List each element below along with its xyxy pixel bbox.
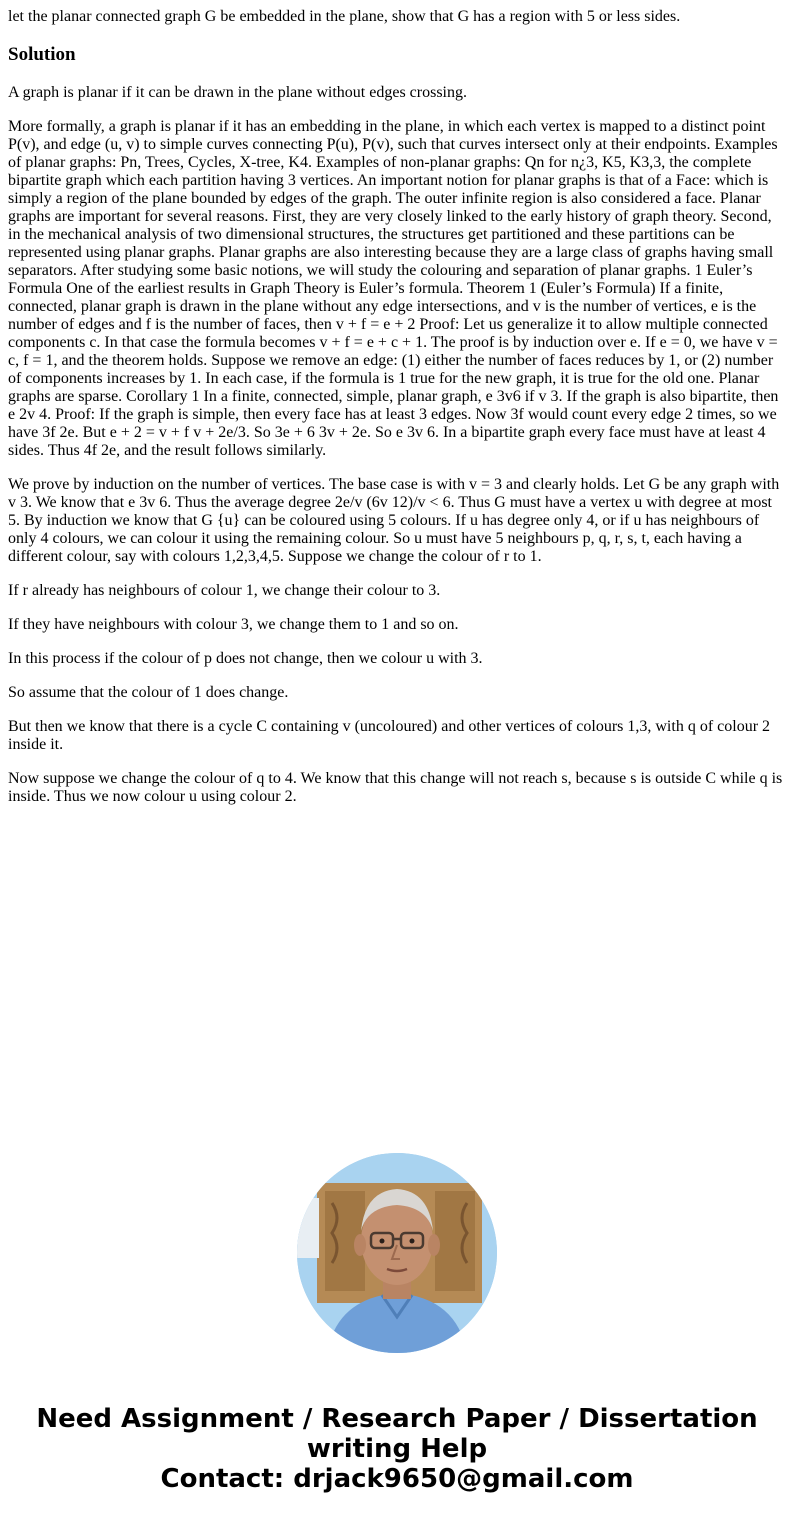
document-body	[8, 8, 786, 822]
paragraph-step-2: If they have neighbours with colour 3, we change them to 1 and so on.	[8, 616, 459, 633]
paragraph-step-1: If r already has neighbours of colour 1, we change their colour to 3.	[8, 582, 441, 599]
author-portrait-image	[297, 1153, 497, 1353]
paragraph-step-4: So assume that the colour of 1 does change.	[8, 684, 289, 701]
promo-banner-line-1: Need Assignment / Research Paper / Dissertation	[36, 1404, 758, 1434]
paragraph-step-5: But then we know that there is a cycle C containing v (uncoloured) and other vertices of colours 1,3, with q of colour 2 inside it.	[8, 718, 771, 753]
promo-banner	[0, 1404, 794, 1494]
promo-contact-email: Contact: drjack9650@gmail.com	[160, 1464, 634, 1494]
paragraph-step-3: In this process if the colour of p does not change, then we colour u with 3.	[8, 650, 483, 667]
question-text: let the planar connected graph G be embedded in the plane, show that G has a region with 5 or less sides.	[8, 8, 681, 25]
promo-banner-line-2: writing Help	[306, 1434, 488, 1464]
paragraph-step-6: Now suppose we change the colour of q to 4. We know that this change will not reach s, because s is outside C while q is inside. Thus we now colour u using colour 2.	[8, 770, 783, 805]
solution-heading: Solution	[8, 44, 76, 65]
paragraph-euler-formula: More formally, a graph is planar if it has an embedding in the plane, in which each vertex is mapped to a distinct point P(v), and edge (u, v) to simple curves connecting P(u), P(v), such that curves intersect only at their endpoints. Examples of planar graphs: Pn, Trees, Cycles, X-tree, K4. Examples of non-planar graphs: Qn for n¿3, K5, K3,3, the complete bipartite graph which each partition having 3 vertices. An important notion for planar graphs is that of a Face: which is simply a region of the plane bounded by edges of the graph. The outer infinite region is also considered a face. Planar graphs are important for several reasons. First, they are very closely linked to the early history of graph theory. Second, in the mechanical analysis of two dimensional structures, the structures get partitioned and these partitions can be represented using planar graphs. Planar graphs are also interesting because they are a large class of graphs having small separators. After studying some basic notions, we will study the colouring and separation of planar graphs. 1 Euler’s Formula One of the earliest results in Graph Theory is Euler’s formula. Theorem 1 (Euler’s Formula) If a finite, connected, planar graph is drawn in the plane without any edge intersections, and v is the number of vertices, e is the number of edges and f is the number of faces, then v + f = e + 2 Proof: Let us generalize it to allow multiple connected components c. In that case the formula becomes v + f = e + c + 1. The proof is by induction over e. If e = 0, we have v = c, f = 1, and the theorem holds. Suppose we remove an edge: (1) either the number of faces reduces by 1, or (2) number of components increases by 1. In each case, if the formula is 1 true for the new graph, it is true for the old one. Planar graphs are sparse. Corollary 1 In a finite, connected, simple, planar graph, e 3v6 if v 3. If the graph is also bipartite, then e 2v 4. Proof: If the graph is simple, then every face has at least 3 edges. Now 3f would count every edge 2 times, so we have 3f 2e. But e + 2 = v + f v + 2e/3. So 3e + 6 3v + 2e. So e 3v 6. In a bipartite graph every face must have at least 4 sides. Thus 4f 2e, and the result follows similarly.	[8, 118, 779, 459]
paragraph-induction-proof: We prove by induction on the number of vertices. The base case is with v = 3 and clearly holds. Let G be any graph with v 3. We know that e 3v 6. Thus the average degree 2e/v (6v 12)/v < 6. Thus G must have a vertex u with degree at most 5. By induction we know that G {u} can be coloured using 5 colours. If u has degree only 4, or if u has neighbours of only 4 colours, we can colour it using the remaining colour. So u must have 5 neighbours p, q, r, s, t, each having a different colour, say with colours 1,2,3,4,5. Suppose we change the colour of r to 1.	[8, 476, 780, 565]
author-avatar	[297, 1153, 497, 1353]
paragraph-planar-definition: A graph is planar if it can be drawn in the plane without edges crossing.	[8, 84, 467, 101]
